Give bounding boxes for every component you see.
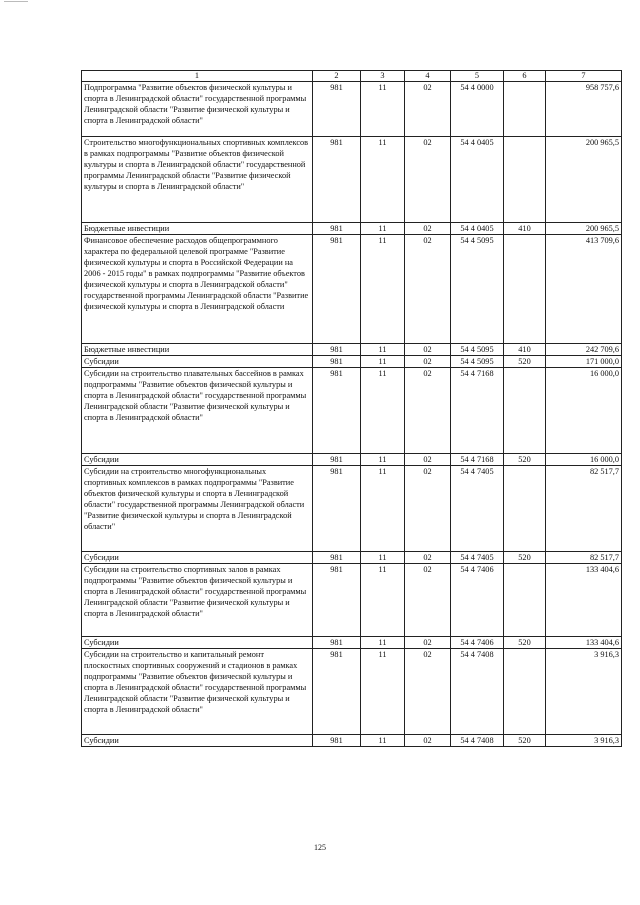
table-row <box>82 552 622 564</box>
cell-amount: 82 517,7 <box>546 466 622 552</box>
row-name: Субсидии <box>82 637 313 649</box>
row-name: Субсидии <box>82 454 313 466</box>
cell-expense-type <box>504 235 546 344</box>
cell-subsection: 02 <box>405 356 451 368</box>
cell-target-article: 54 4 0405 <box>451 223 504 235</box>
row-name: Субсидии <box>82 735 313 747</box>
row-name: Финансовое обеспечение расходов общепрограммного характера по федеральной целевой программе "Развитие физической культуры и спорта в Российской Федерации на 2006 - 2015 годы" в рамках подпрограммы "Развитие объектов физической культуры и спорта в Ленинградской области" государственной программы Ленинградской области "Развитие физической культуры и спорта в Ленинградской области <box>82 235 313 344</box>
page-number: 125 <box>314 843 326 852</box>
cell-section: 11 <box>361 235 405 344</box>
cell-expense-type: 520 <box>504 735 546 747</box>
table-row <box>82 356 622 368</box>
cell-amount: 200 965,5 <box>546 137 622 223</box>
cell-code: 981 <box>313 223 361 235</box>
cell-target-article: 54 4 5095 <box>451 356 504 368</box>
column-header: 6 <box>504 71 546 82</box>
cell-target-article: 54 4 7408 <box>451 649 504 735</box>
cell-expense-type: 520 <box>504 552 546 564</box>
cell-amount: 133 404,6 <box>546 637 622 649</box>
cell-target-article: 54 4 5095 <box>451 235 504 344</box>
cell-subsection: 02 <box>405 637 451 649</box>
cell-subsection: 02 <box>405 344 451 356</box>
cell-section: 11 <box>361 552 405 564</box>
row-name: Субсидии <box>82 552 313 564</box>
cell-subsection: 02 <box>405 137 451 223</box>
cell-amount: 413 709,6 <box>546 235 622 344</box>
cell-amount: 200 965,5 <box>546 223 622 235</box>
table-row <box>82 735 622 747</box>
cell-code: 981 <box>313 344 361 356</box>
cell-expense-type: 410 <box>504 223 546 235</box>
cell-subsection: 02 <box>405 223 451 235</box>
cell-expense-type <box>504 137 546 223</box>
cell-code: 981 <box>313 82 361 137</box>
cell-code: 981 <box>313 368 361 454</box>
cell-section: 11 <box>361 368 405 454</box>
cell-expense-type: 520 <box>504 356 546 368</box>
cell-expense-type: 520 <box>504 637 546 649</box>
cell-expense-type <box>504 466 546 552</box>
column-header: 5 <box>451 71 504 82</box>
cell-section: 11 <box>361 356 405 368</box>
table-row <box>82 649 622 735</box>
cell-expense-type: 410 <box>504 344 546 356</box>
table-row <box>82 82 622 137</box>
cell-code: 981 <box>313 649 361 735</box>
cell-code: 981 <box>313 454 361 466</box>
cell-amount: 82 517,7 <box>546 552 622 564</box>
row-name: Подпрограмма "Развитие объектов физической культуры и спорта в Ленинградской области" государственной программы Ленинградской области "Развитие физической культуры и спорта в Ленинградской области" <box>82 82 313 137</box>
column-header: 1 <box>82 71 313 82</box>
cell-subsection: 02 <box>405 552 451 564</box>
cell-code: 981 <box>313 356 361 368</box>
cell-section: 11 <box>361 466 405 552</box>
cell-expense-type <box>504 649 546 735</box>
row-name: Строительство многофункциональных спортивных комплексов в рамках подпрограммы "Развитие объектов физической культуры и спорта в Ленинградской области" государственной программы Ленинградской области "Развитие физической культуры и спорта в Ленинградской области" <box>82 137 313 223</box>
cell-section: 11 <box>361 564 405 637</box>
column-header: 3 <box>361 71 405 82</box>
cell-target-article: 54 4 5095 <box>451 344 504 356</box>
row-name: Субсидии <box>82 356 313 368</box>
cell-target-article: 54 4 7406 <box>451 564 504 637</box>
table-row <box>82 223 622 235</box>
cell-section: 11 <box>361 344 405 356</box>
table-header-row <box>82 71 622 82</box>
table-row <box>82 137 622 223</box>
cell-target-article: 54 4 7405 <box>451 552 504 564</box>
cell-section: 11 <box>361 735 405 747</box>
cell-subsection: 02 <box>405 649 451 735</box>
cell-amount: 133 404,6 <box>546 564 622 637</box>
cell-subsection: 02 <box>405 564 451 637</box>
cell-code: 981 <box>313 235 361 344</box>
table-row <box>82 454 622 466</box>
cell-amount: 3 916,3 <box>546 735 622 747</box>
cell-section: 11 <box>361 637 405 649</box>
table-row <box>82 344 622 356</box>
cell-subsection: 02 <box>405 454 451 466</box>
cell-target-article: 54 4 0000 <box>451 82 504 137</box>
cell-expense-type: 520 <box>504 454 546 466</box>
row-name: Субсидии на строительство спортивных залов в рамках подпрограммы "Развитие объектов физической культуры и спорта в Ленинградской области" государственной программы Ленинградской области "Развитие физической культуры и спорта в Ленинградской области" <box>82 564 313 637</box>
cell-code: 981 <box>313 552 361 564</box>
table-row <box>82 466 622 552</box>
scan-edge-mark <box>4 1 28 5</box>
cell-target-article: 54 4 7405 <box>451 466 504 552</box>
cell-code: 981 <box>313 637 361 649</box>
cell-amount: 242 709,6 <box>546 344 622 356</box>
table-row <box>82 564 622 637</box>
cell-target-article: 54 4 7406 <box>451 637 504 649</box>
cell-section: 11 <box>361 649 405 735</box>
cell-subsection: 02 <box>405 368 451 454</box>
cell-amount: 16 000,0 <box>546 454 622 466</box>
row-name: Субсидии на строительство плавательных бассейнов в рамках подпрограммы "Развитие объектов физической культуры и спорта в Ленинградской области" государственной программы Ленинградской области "Развитие физической культуры и спорта в Ленинградской области" <box>82 368 313 454</box>
cell-subsection: 02 <box>405 466 451 552</box>
cell-code: 981 <box>313 137 361 223</box>
row-name: Субсидии на строительство многофункциональных спортивных комплексов в рамках подпрограммы "Развитие объектов физической культуры и спорта в Ленинградской области" государственной программы Ленинградской области "Развитие физической культуры и спорта в Ленинградской области" <box>82 466 313 552</box>
cell-section: 11 <box>361 82 405 137</box>
budget-table <box>81 70 622 747</box>
cell-target-article: 54 4 7168 <box>451 368 504 454</box>
column-header: 2 <box>313 71 361 82</box>
cell-subsection: 02 <box>405 235 451 344</box>
row-name: Бюджетные инвестиции <box>82 344 313 356</box>
column-header: 4 <box>405 71 451 82</box>
cell-expense-type <box>504 564 546 637</box>
cell-code: 981 <box>313 564 361 637</box>
cell-subsection: 02 <box>405 735 451 747</box>
row-name: Субсидии на строительство и капитальный ремонт плоскостных спортивных сооружений и стадионов в рамках подпрограммы "Развитие объектов физической культуры и спорта в Ленинградской области" государственной программы Ленинградской области "Развитие физической культуры и спорта в Ленинградской области" <box>82 649 313 735</box>
table-row <box>82 637 622 649</box>
row-name: Бюджетные инвестиции <box>82 223 313 235</box>
cell-amount: 958 757,6 <box>546 82 622 137</box>
cell-amount: 171 000,0 <box>546 356 622 368</box>
cell-section: 11 <box>361 454 405 466</box>
cell-code: 981 <box>313 735 361 747</box>
cell-target-article: 54 4 0405 <box>451 137 504 223</box>
cell-expense-type <box>504 368 546 454</box>
cell-expense-type <box>504 82 546 137</box>
cell-section: 11 <box>361 137 405 223</box>
cell-target-article: 54 4 7408 <box>451 735 504 747</box>
cell-amount: 3 916,3 <box>546 649 622 735</box>
cell-target-article: 54 4 7168 <box>451 454 504 466</box>
cell-amount: 16 000,0 <box>546 368 622 454</box>
cell-subsection: 02 <box>405 82 451 137</box>
table-row <box>82 235 622 344</box>
cell-code: 981 <box>313 466 361 552</box>
column-header: 7 <box>546 71 622 82</box>
table-row <box>82 368 622 454</box>
cell-section: 11 <box>361 223 405 235</box>
